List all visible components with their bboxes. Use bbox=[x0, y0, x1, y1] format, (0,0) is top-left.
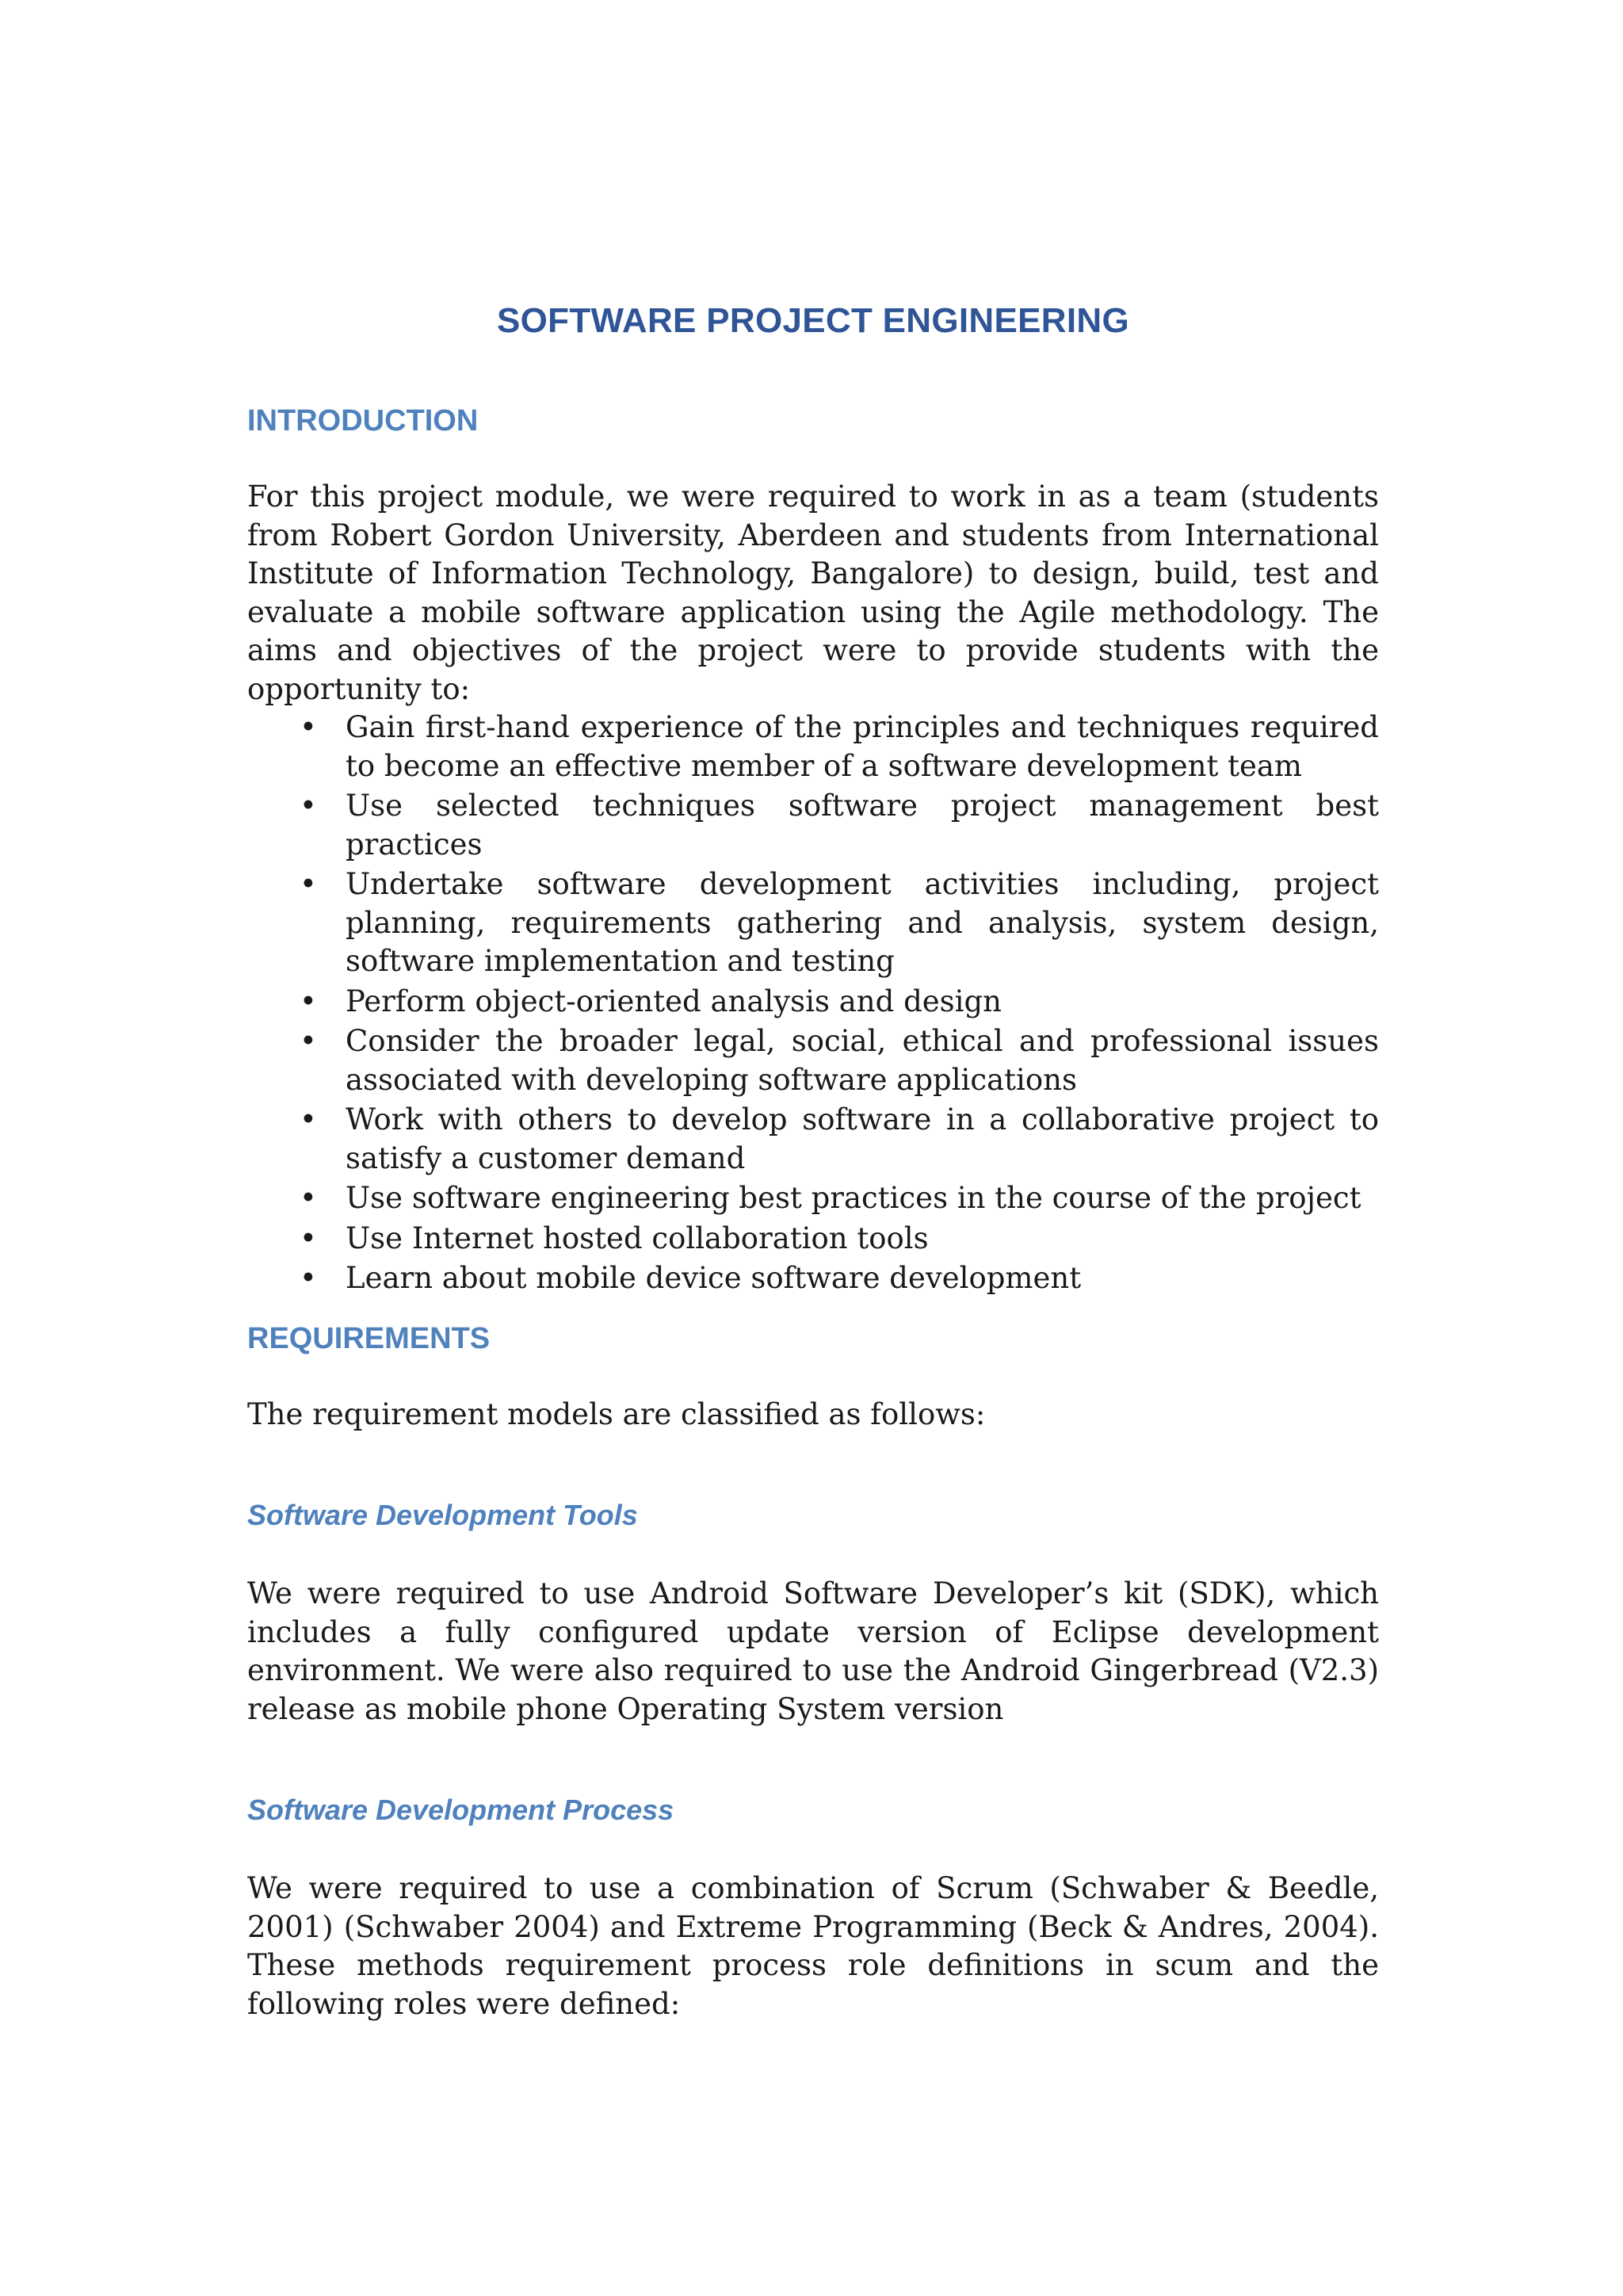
objective-item bbox=[247, 1220, 1379, 1259]
objective-item bbox=[247, 983, 1379, 1022]
objective-item bbox=[247, 787, 1379, 864]
bullet-icon: • bbox=[300, 1181, 317, 1215]
objective-text: Use software engineering best practices in the course of the project bbox=[346, 1181, 1361, 1215]
tools-paragraph: We were required to use Android Software Developer’s kit (SDK), which includes a fully configured update version of Eclipse development environment. We were also required to use the Android Gingerbread (V2.3) release as mobile phone Operating System version bbox=[247, 1576, 1379, 1726]
bullet-icon: • bbox=[300, 867, 317, 901]
introduction-section bbox=[247, 404, 1379, 1298]
requirements-section bbox=[247, 1322, 1379, 2024]
objective-text: Perform object-oriented analysis and design bbox=[346, 984, 1002, 1018]
objective-text: Use selected techniques software project management best practices bbox=[346, 789, 1379, 861]
objective-item bbox=[247, 1259, 1379, 1298]
tools-heading: Software Development Tools bbox=[247, 1499, 638, 1531]
objectives-list bbox=[247, 709, 1379, 1298]
introduction-paragraph: For this project module, we were required to work in as a team (students from Robert Gordon University, Aberdeen and students from International Institute of Information Technology, Bangalore) to design, build, test and evaluate a mobile software application using the Agile methodology. The aims and objectives of the project were to provide students with the opportunity to: bbox=[247, 479, 1379, 706]
bullet-icon: • bbox=[300, 1261, 317, 1295]
objective-item bbox=[247, 865, 1379, 981]
process-paragraph: We were required to use a combination of Scrum (Schwaber & Beedle, 2001) (Schwaber 2004) and Extreme Programming (Beck & Andres, 2004). These methods requirement process role definitions in scum and the following roles were defined: bbox=[247, 1871, 1379, 2021]
objective-item bbox=[247, 1022, 1379, 1099]
objective-text: Work with others to develop software in a collaborative project to satisfy a customer demand bbox=[346, 1102, 1379, 1175]
objective-item bbox=[247, 1179, 1379, 1218]
requirements-intro: The requirement models are classified as follows: bbox=[247, 1396, 986, 1431]
objective-item bbox=[247, 709, 1379, 785]
bullet-icon: • bbox=[300, 1024, 317, 1058]
objective-text: Learn about mobile device software development bbox=[346, 1261, 1082, 1295]
process-heading: Software Development Process bbox=[247, 1794, 674, 1826]
bullet-icon: • bbox=[300, 710, 317, 744]
introduction-heading: INTRODUCTION bbox=[247, 404, 479, 437]
requirements-heading: REQUIREMENTS bbox=[247, 1321, 491, 1355]
document-title: SOFTWARE PROJECT ENGINEERING bbox=[496, 301, 1130, 340]
objective-item bbox=[247, 1101, 1379, 1178]
bullet-icon: • bbox=[300, 1221, 317, 1255]
bullet-icon: • bbox=[300, 984, 317, 1018]
objective-text: Use Internet hosted collaboration tools bbox=[346, 1221, 929, 1255]
objective-text: Consider the broader legal, social, ethical and professional issues associated with developing software applications bbox=[346, 1024, 1379, 1097]
bullet-icon: • bbox=[300, 1102, 317, 1137]
objective-text: Undertake software development activities including, project planning, requirements gathering and analysis, system design, software implementation and testing bbox=[346, 867, 1379, 978]
objective-text: Gain first-hand experience of the principles and techniques required to become an effective member of a software development team bbox=[346, 710, 1379, 783]
bullet-icon: • bbox=[300, 789, 317, 823]
document-page bbox=[247, 301, 1379, 2023]
